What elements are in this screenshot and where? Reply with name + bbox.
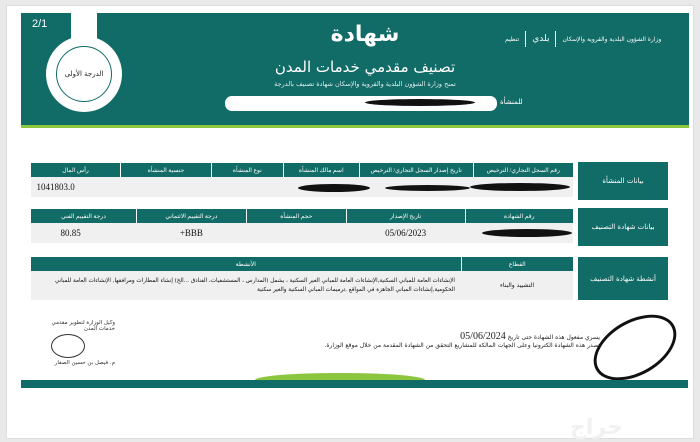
signature-block bbox=[35, 320, 115, 366]
redaction-mark bbox=[365, 99, 475, 106]
signatory-title: وكيل الوزارة لتطوير مقدمي خدمات المدن bbox=[51, 320, 115, 332]
header-accent-line bbox=[21, 125, 689, 128]
section-certificate-label: بيانات شهادة التصنيف bbox=[578, 208, 668, 246]
signature-image bbox=[51, 334, 85, 358]
signatory-name: م. فيصل بن حسين الصفار bbox=[54, 360, 115, 366]
footer-bar bbox=[21, 380, 688, 388]
col-header: رقم السجل التجاري/ الترخيص bbox=[473, 163, 573, 177]
verification-note: تصدر هذه الشهادة الكترونيا وعلى الجهات المالكة للمشاريع التحقق من الشهادة المقدمة من خلال موقع الوزارة. bbox=[324, 342, 600, 349]
certificate-table bbox=[30, 209, 573, 243]
col-header: القطاع bbox=[461, 257, 573, 271]
col-header: تاريخ إصدار السجل التجاري/ الترخيص bbox=[359, 163, 473, 177]
validity-text: يسري مفعول هذه الشهادة حتى تاريخ bbox=[507, 334, 600, 341]
col-header: الأنشطة bbox=[31, 257, 462, 271]
sector-value: التشييد والبناء bbox=[461, 271, 573, 300]
certificate-title: شهادة bbox=[330, 22, 400, 47]
redaction-mark bbox=[482, 229, 572, 237]
logos bbox=[505, 28, 680, 50]
section-establishment-label: بيانات المنشأة bbox=[578, 162, 668, 200]
capital-value: 1041803.0 bbox=[31, 177, 121, 197]
activities-table bbox=[30, 257, 573, 300]
col-header: تاريخ الإصدار bbox=[346, 209, 465, 223]
col-header: جنسية المنشأة bbox=[120, 163, 211, 177]
footer-text bbox=[320, 331, 600, 349]
grant-text: تمنح وزارة الشؤون البلدية والقروية والإسكان شهادة تصنيف بالدرجة bbox=[274, 80, 456, 88]
redaction-mark bbox=[385, 185, 470, 191]
valid-until-date: 05/06/2024 bbox=[460, 331, 506, 342]
col-header: رأس المال bbox=[31, 163, 121, 177]
col-header: حجم المنشأة bbox=[246, 209, 346, 223]
establishment-table bbox=[30, 163, 573, 197]
establishment-label: للمنشأة bbox=[500, 98, 523, 106]
tanzeem-logo: تنظيم bbox=[505, 35, 520, 43]
col-header: نوع المنشأة bbox=[211, 163, 283, 177]
redaction-mark bbox=[470, 183, 570, 191]
ministry-logo: وزارة الشؤون البلدية والقروية والإسكان bbox=[562, 35, 662, 43]
technical-score: 80.85 bbox=[31, 223, 137, 243]
issue-date: 05/06/2023 bbox=[346, 223, 465, 243]
col-header: درجة التقييم الائتماني bbox=[136, 209, 246, 223]
page-number: 2/1 bbox=[32, 18, 48, 30]
col-header: درجة التقييم الفني bbox=[31, 209, 137, 223]
certificate-subtitle: تصنيف مقدمي خدمات المدن bbox=[274, 58, 456, 76]
balady-logo: بلدي bbox=[532, 34, 550, 44]
grade-badge bbox=[50, 40, 118, 108]
activities-value: الإنشاءات العامة للمباني السكنية,الإنشاءات العامة للمباني الغير السكنية ، يشمل (المدارس ، المستشفيات، الفنادق ...الخ) إنشاء المطارات ومرافقها, الإنشاءات العامة للمباني الحكومية,إنشاءات المباني الجاهزة في المواقع ,ترميمات المباني السكنية والغير سكنية bbox=[31, 271, 462, 300]
col-header: رقم الشهادة bbox=[465, 209, 573, 223]
watermark: حراج bbox=[570, 415, 623, 440]
credit-grade: BBB+ bbox=[136, 223, 246, 243]
section-activities-label: أنشطة شهادة التصنيف bbox=[578, 257, 668, 300]
redaction-mark bbox=[298, 184, 370, 192]
col-header: اسم مالك المنشأة bbox=[283, 163, 359, 177]
grade-label: الدرجة الأولى bbox=[56, 46, 112, 102]
